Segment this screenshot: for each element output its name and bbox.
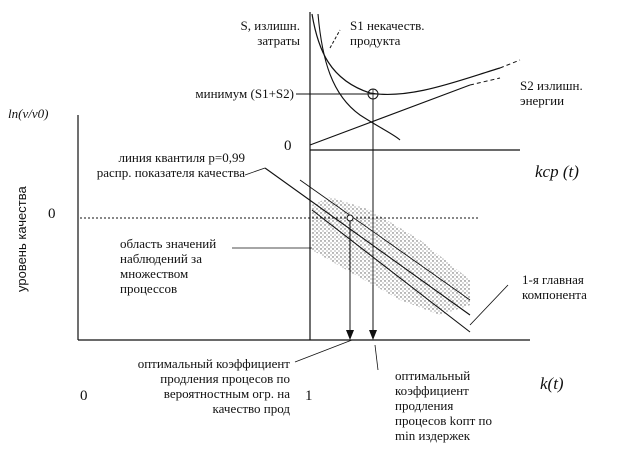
- bottom-zero-label: 0: [48, 206, 56, 222]
- s2-curve-label: S2 излишн. энергии: [520, 78, 583, 108]
- quantile-intersection-marker: [347, 215, 353, 221]
- prob-label-leader: [295, 340, 352, 362]
- component-leader: [470, 285, 508, 325]
- bottom-y-axis-label-top: ln(v/v0): [8, 106, 49, 121]
- optimal-prob-label: оптимальный коэффициент продления процесов по вероятностным огр. на качество прод: [137, 356, 290, 416]
- top-x-axis-label: kср (t): [535, 162, 579, 181]
- top-zero-label: 0: [284, 138, 292, 154]
- quantile-leader: [245, 168, 265, 175]
- s1-curve-label: S1 некачеств. продукта: [350, 18, 425, 48]
- observation-region: [312, 197, 470, 315]
- bottom-x-axis-label: k(t): [540, 374, 564, 393]
- sum-dashed-extension: [500, 60, 520, 68]
- quantile-projection-arrow: [346, 330, 354, 340]
- minimum-projection-arrow: [369, 330, 377, 340]
- one-label: 1: [305, 388, 313, 404]
- origin-label: 0: [80, 388, 88, 404]
- minimum-label: минимум (S1+S2): [195, 86, 294, 101]
- quantile-label: линия квантиля p=0,99 распр. показателя качества: [96, 150, 245, 180]
- region-label: область значений наблюдений за множеством процессов: [120, 236, 217, 296]
- quantile-line: [265, 168, 470, 315]
- optimal-cost-label: оптимальный коэффициент продления процесов kопт по min издержек: [395, 368, 493, 443]
- top-y-axis-label: S, излишн. затраты: [240, 18, 300, 48]
- s1-pointer: [330, 30, 340, 48]
- cost-label-leader: [375, 345, 378, 370]
- component-label: 1-я главная компонента: [522, 272, 587, 302]
- s2-dashed-extension: [470, 78, 500, 85]
- bottom-y-axis-label-side: уровень качества: [14, 186, 29, 292]
